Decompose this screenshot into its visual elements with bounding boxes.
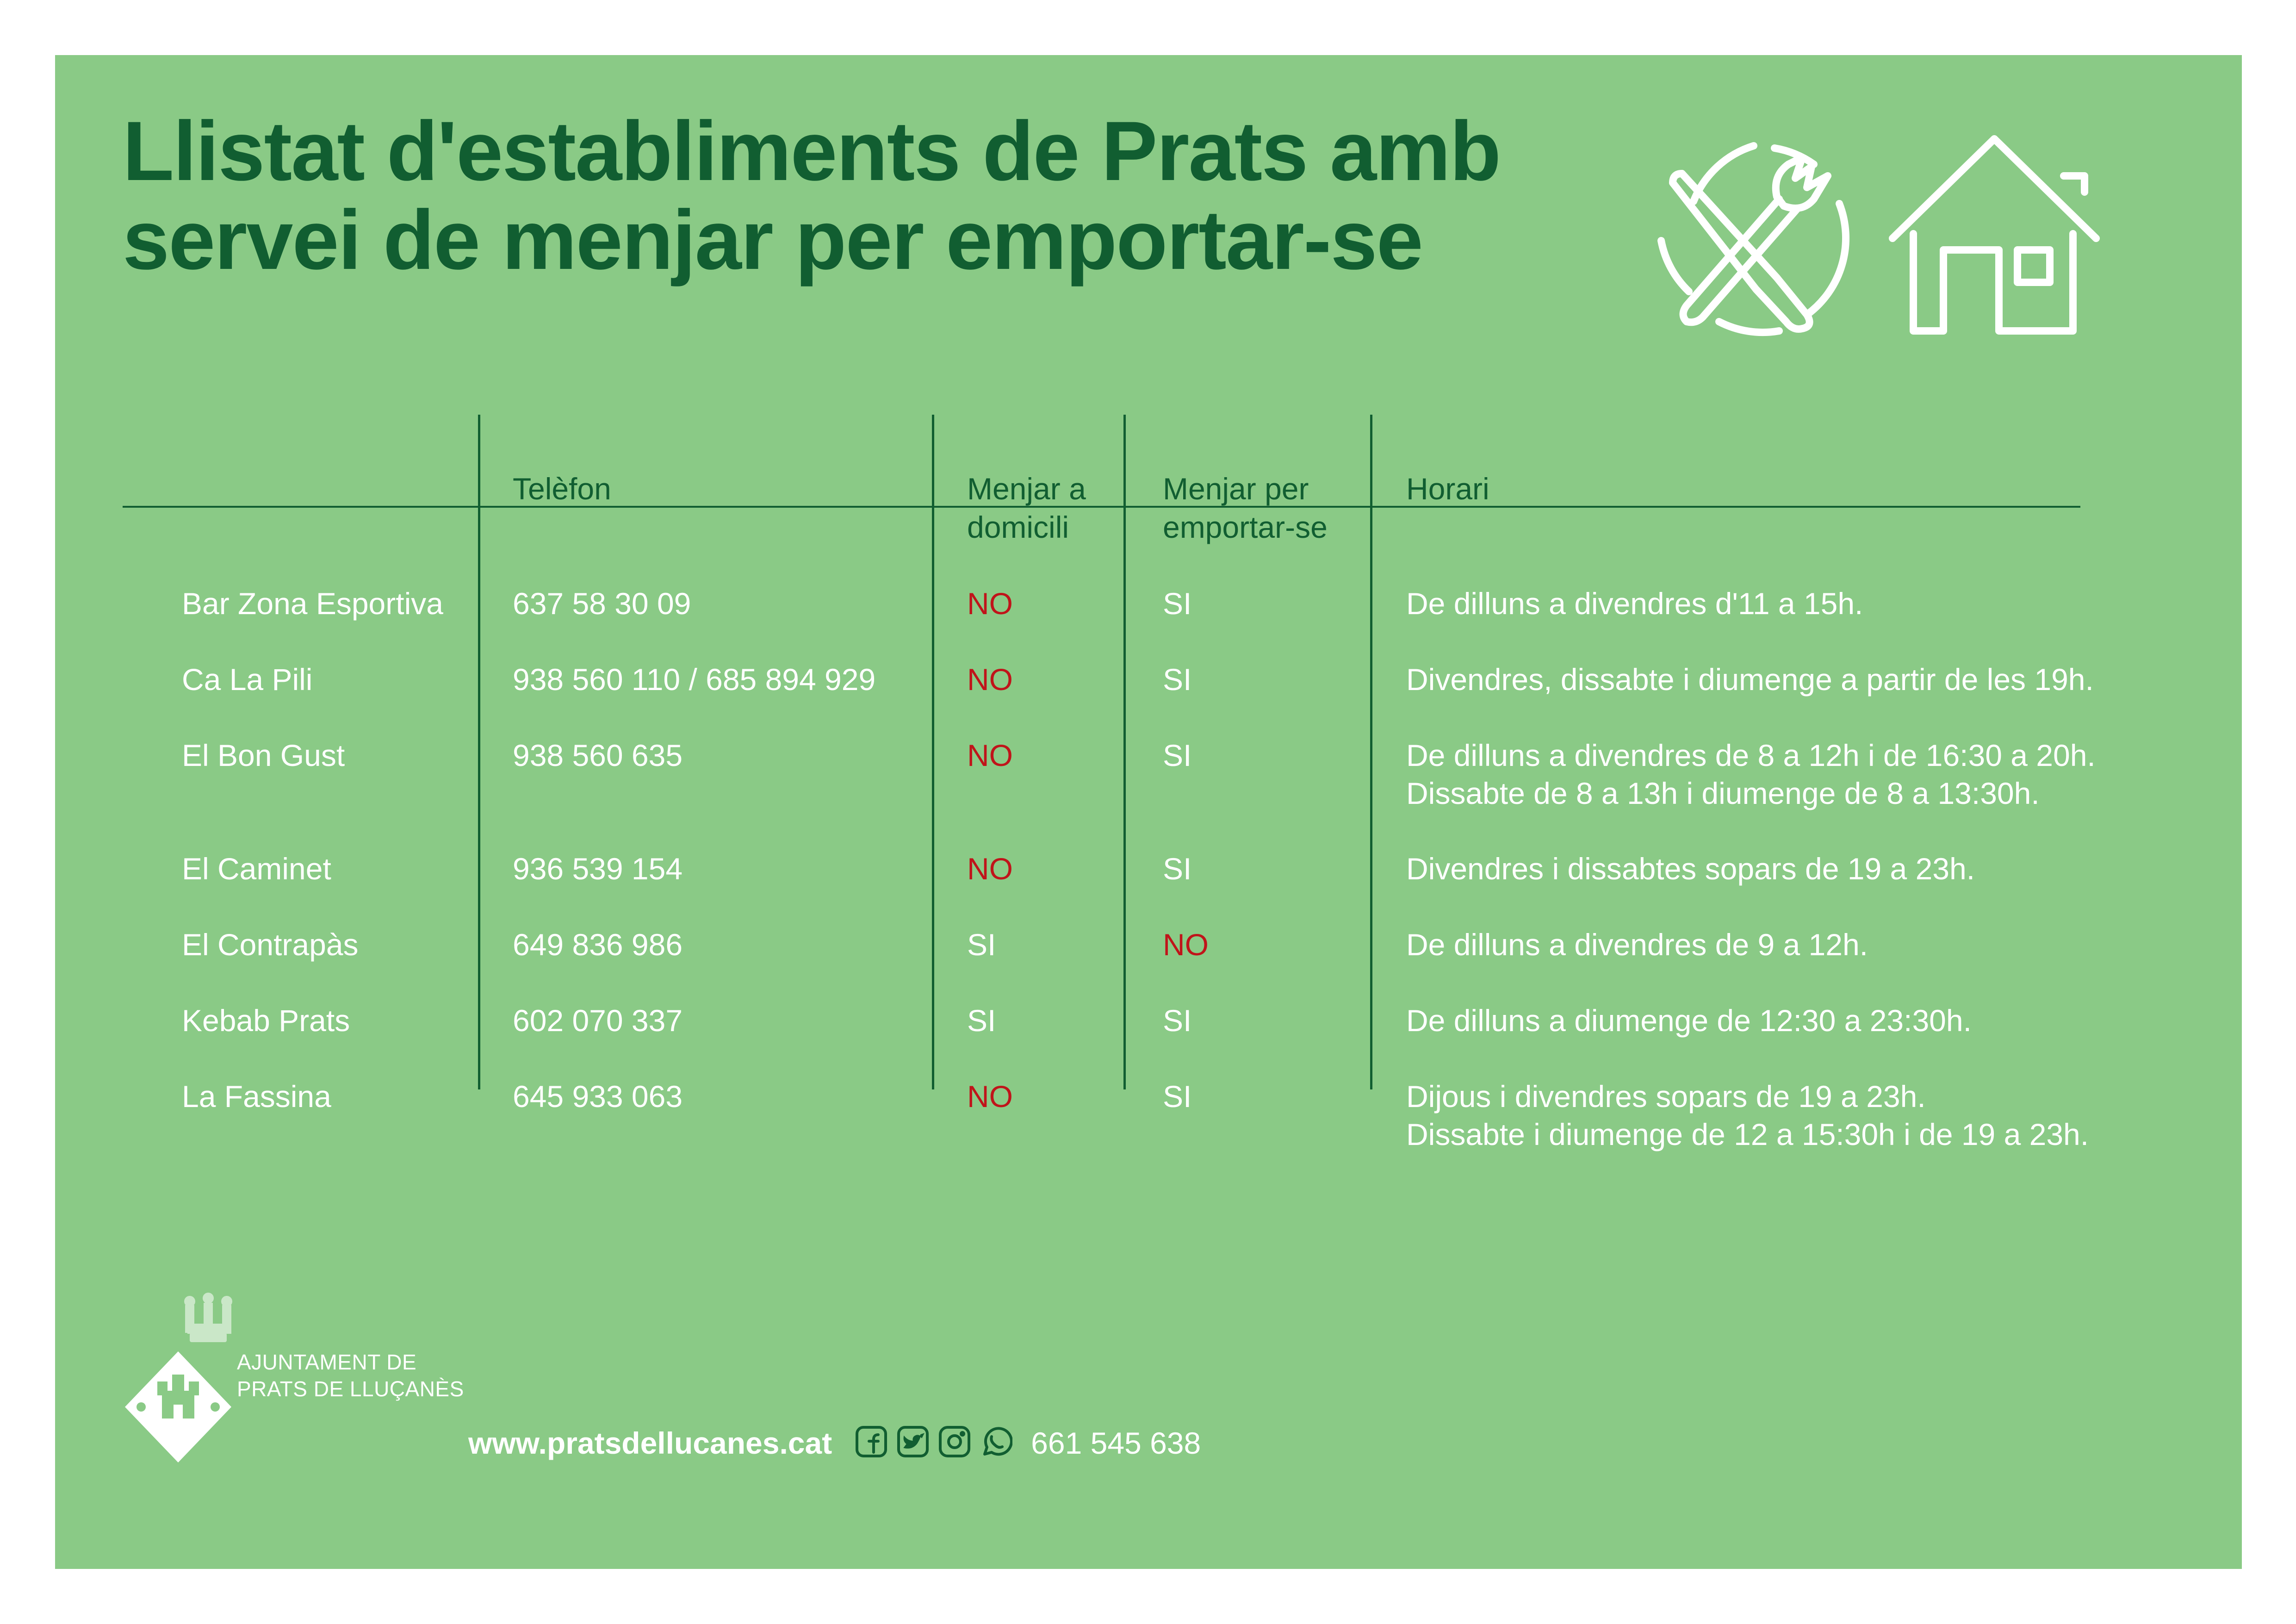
column-divider-3 bbox=[1123, 415, 1126, 1089]
row-6-phone: 602 070 337 bbox=[513, 1003, 683, 1038]
logo-line-1: AJUNTAMENT DE bbox=[237, 1350, 417, 1374]
row-3-domicili: NO bbox=[967, 738, 1013, 772]
row-2-phone: 938 560 110 / 685 894 929 bbox=[513, 662, 876, 697]
row-6-domicili: SI bbox=[967, 1003, 996, 1038]
row-1-domicili: NO bbox=[967, 586, 1013, 621]
row-5-horari: De dilluns a divendres de 9 a 12h. bbox=[1406, 927, 1868, 962]
row-2-horari: Divendres, dissabte i diumenge a partir de les 19h. bbox=[1406, 662, 2094, 697]
row-1-name: Bar Zona Esportiva bbox=[182, 586, 443, 621]
column-divider-4 bbox=[1370, 415, 1372, 1089]
row-6-name: Kebab Prats bbox=[182, 1003, 350, 1038]
column-divider-1 bbox=[478, 415, 480, 1089]
header-domicili-1: Menjar a bbox=[967, 472, 1086, 506]
coat-of-arms-logo bbox=[120, 1277, 236, 1488]
whatsapp-icon[interactable] bbox=[980, 1425, 1012, 1458]
logo-line-2: PRATS DE LLUÇANÈS bbox=[237, 1377, 464, 1401]
row-4-phone: 936 539 154 bbox=[513, 852, 683, 886]
row-3-phone: 938 560 635 bbox=[513, 738, 683, 772]
row-5-name: El Contrapàs bbox=[182, 927, 359, 962]
instagram-icon[interactable] bbox=[938, 1425, 971, 1458]
row-6-horari: De dilluns a diumenge de 12:30 a 23:30h. bbox=[1406, 1003, 1972, 1038]
logo-text bbox=[237, 1349, 464, 1402]
row-1-phone: 637 58 30 09 bbox=[513, 586, 691, 621]
row-1-emportar: SI bbox=[1163, 586, 1192, 621]
row-4-horari: Divendres i dissabtes sopars de 19 a 23h. bbox=[1406, 852, 1975, 886]
header-horari: Horari bbox=[1406, 472, 1489, 506]
header-telefon: Telèfon bbox=[513, 472, 611, 506]
row-2-emportar: SI bbox=[1163, 662, 1192, 697]
contact-phone: 661 545 638 bbox=[1031, 1426, 1201, 1460]
row-3-horari-2: Dissabte de 8 a 13h i diumenge de 8 a 13:30h. bbox=[1406, 776, 2040, 810]
page-title bbox=[123, 104, 1501, 287]
row-5-phone: 649 836 986 bbox=[513, 927, 683, 962]
facebook-icon[interactable] bbox=[855, 1425, 887, 1458]
row-1-horari: De dilluns a divendres d'11 a 15h. bbox=[1406, 586, 1863, 621]
row-7-name: La Fassina bbox=[182, 1079, 331, 1114]
row-4-name: El Caminet bbox=[182, 852, 331, 886]
row-5-emportar: NO bbox=[1163, 927, 1209, 962]
row-3-emportar: SI bbox=[1163, 738, 1192, 772]
row-5-domicili: SI bbox=[967, 927, 996, 962]
row-3-name: El Bon Gust bbox=[182, 738, 345, 772]
header-rule bbox=[123, 506, 2080, 508]
no-dine-in-icon bbox=[1654, 139, 1858, 342]
row-7-horari-1: Dijous i divendres sopars de 19 a 23h. bbox=[1406, 1079, 1926, 1114]
title-line-1: Llistat d'establiments de Prats amb bbox=[123, 104, 1501, 198]
row-7-horari-2: Dissabte i diumenge de 12 a 15:30h i de 19 a 23h. bbox=[1406, 1117, 2089, 1151]
column-divider-2 bbox=[932, 415, 934, 1089]
row-7-phone: 645 933 063 bbox=[513, 1079, 683, 1114]
website-link[interactable]: www.pratsdellucanes.cat bbox=[468, 1426, 832, 1460]
header-domicili-2: domicili bbox=[967, 510, 1069, 544]
row-7-domicili: NO bbox=[967, 1079, 1013, 1114]
row-4-domicili: NO bbox=[967, 852, 1013, 886]
row-3-horari-1: De dilluns a divendres de 8 a 12h i de 16:30 a 20h. bbox=[1406, 738, 2096, 772]
header-emportar-2: emportar-se bbox=[1163, 510, 1328, 544]
row-2-name: Ca La Pili bbox=[182, 662, 313, 697]
row-2-domicili: NO bbox=[967, 662, 1013, 697]
row-6-emportar: SI bbox=[1163, 1003, 1192, 1038]
row-4-emportar: SI bbox=[1163, 852, 1192, 886]
twitter-icon[interactable] bbox=[897, 1425, 929, 1458]
header-emportar-1: Menjar per bbox=[1163, 472, 1309, 506]
house-icon bbox=[1886, 134, 2103, 338]
title-line-2: servei de menjar per emportar-se bbox=[123, 193, 1422, 287]
row-7-emportar: SI bbox=[1163, 1079, 1192, 1114]
